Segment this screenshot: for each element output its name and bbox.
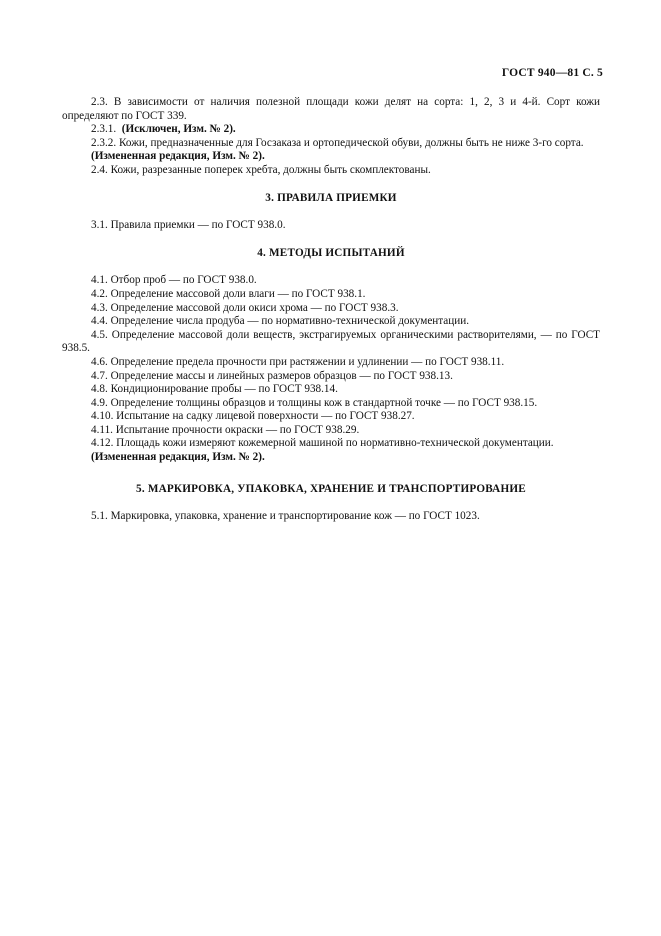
clause-4-1: 4.1. Отбор проб — по ГОСТ 938.0. [91,274,257,287]
clause-2-3-1 [62,123,600,137]
clause-number: 2.3.1. [91,123,117,136]
clause-4-4: 4.4. Определение числа продуба — по нормативно-технической документации. [91,315,470,328]
clause-excluded-note: (Исключен, Изм. № 2). [121,123,236,136]
clause-4-9: 4.9. Определение толщины образцов и толщины кож в стандартной точке — по ГОСТ 938.15. [91,396,538,409]
clause-3-1: 3.1. Правила приемки — по ГОСТ 938.0. [91,219,286,232]
section-4-title: 4. МЕТОДЫ ИСПЫТАНИЙ [257,246,405,259]
clause-4-10: 4.10. Испытание на садку лицевой поверхности — по ГОСТ 938.27. [91,410,415,423]
clause-4-2: 4.2. Определение массовой доли влаги — по ГОСТ 938.1. [91,287,366,300]
clause-2-3: 2.3. В зависимости от наличия полезной площади кожи делят на сорта: 1, 2, 3 и 4-й. Сорт кожи определяют по ГОСТ 339. [62,96,600,122]
clause-4-5: 4.5. Определение массовой доли веществ, экстрагируемых органическими растворителями, — по ГОСТ 938.5. [62,328,600,355]
section-3-title: 3. ПРАВИЛА ПРИЕМКИ [265,191,397,204]
clause-4-3: 4.3. Определение массовой доли окиси хрома — по ГОСТ 938.3. [91,301,399,314]
section-5-title: 5. МАРКИРОВКА, УПАКОВКА, ХРАНЕНИЕ И ТРАНСПОРТИРОВАНИЕ [136,482,526,495]
clause-4-8: 4.8. Кондиционирование пробы — по ГОСТ 938.14. [91,383,338,396]
amendment-note: (Измененная редакция, Изм. № 2). [91,150,265,163]
page-header: ГОСТ 940—81 С. 5 [501,67,603,79]
clause-2-4: 2.4. Кожи, разрезанные поперек хребта, должны быть скомплектованы. [91,163,431,176]
clause-4-7: 4.7. Определение массы и линейных размеров образцов — по ГОСТ 938.13. [91,369,453,382]
amendment-note: (Измененная редакция, Изм. № 2). [91,451,265,464]
clause-5-1: 5.1. Маркировка, упаковка, хранение и транспортирование кож — по ГОСТ 1023. [91,510,480,523]
clause-4-6: 4.6. Определение предела прочности при растяжении и удлинении — по ГОСТ 938.11. [91,355,505,368]
clause-4-11: 4.11. Испытание прочности окраски — по ГОСТ 938.29. [91,423,360,436]
clause-2-3-2: 2.3.2. Кожи, предназначенные для Госзаказа и ортопедической обуви, должны быть не ниже 3-го сорта. [91,136,584,149]
clause-4-12: 4.12. Площадь кожи измеряют кожемерной машиной по нормативно-технической документации. [91,437,554,450]
document-body [62,96,600,524]
